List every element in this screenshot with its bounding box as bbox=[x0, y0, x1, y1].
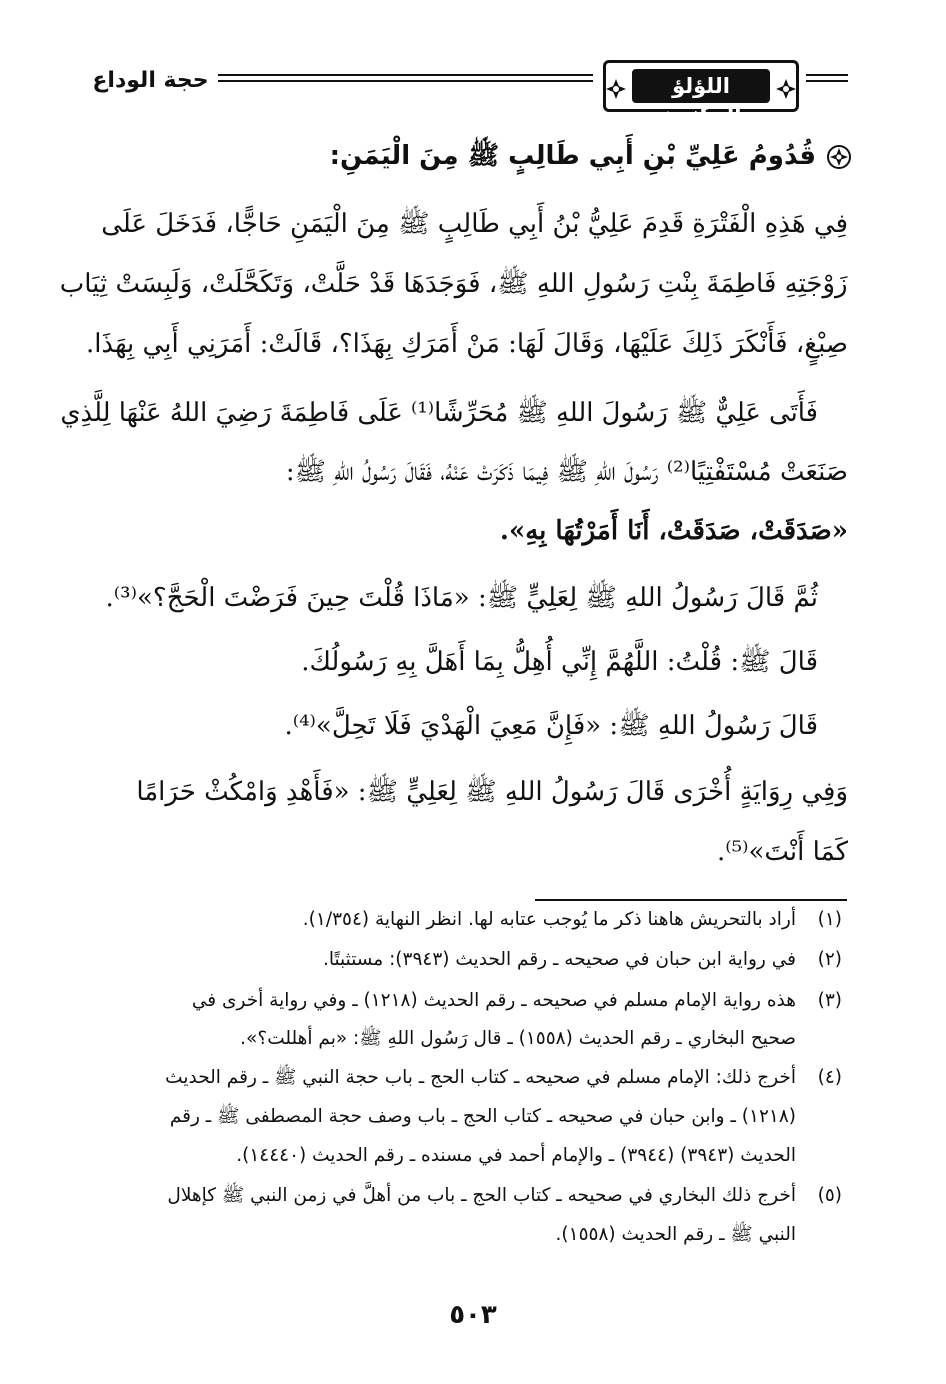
ornament-left-icon bbox=[604, 77, 628, 101]
footnote-number: (٣) bbox=[817, 990, 842, 1011]
footnote-text: (١٢١٨) ـ وابن حبان في صحيحه ـ كتاب الحج ـ باب وصف حجة المصطفى ﷺ ـ رقم bbox=[169, 1106, 796, 1127]
header-rule-right bbox=[806, 74, 848, 82]
paragraph-line: صِبْغٍ، فَأَنْكَرَ ذَلِكَ عَلَيْهَا، وَقَالَ لَهَا: مَنْ أَمَرَكِ بِهَذَا؟، قَالَتْ: أَمَرَنِي أَبِي بِهَذَا. bbox=[85, 329, 848, 359]
footnote-text: النبي ﷺ ـ رقم الحديث (١٥٥٨). bbox=[555, 1224, 796, 1245]
paragraph-line: «صَدَقَتْ، صَدَقَتْ، أَنَا أَمَرْتُهَا بِهِ». bbox=[499, 516, 848, 546]
paragraph-line: صَنَعَتْ مُسْتَفْتِيًا⁽²⁾ رَسُولَ اللهِ ﷺ فِيمَا ذَكَرَتْ عَنْهُ، فَقَالَ رَسُولُ اللهِ ﷺ: bbox=[285, 457, 848, 487]
footnote-text: أخرج ذلك البخاري في صحيحه ـ كتاب الحج ـ باب من أهلَّ في زمن النبي ﷺ كإهلال bbox=[167, 1185, 796, 1206]
footnote-separator bbox=[535, 899, 847, 901]
paragraph-line: فِي هَذِهِ الْفَتْرَةِ قَدِمَ عَلِيُّ بْنُ أَبِي طَالِبٍ ﷺ مِنَ الْيَمَنِ حَاجًّا، فَدَخَلَ عَلَى bbox=[101, 209, 848, 239]
book-title-cartouche bbox=[603, 60, 799, 126]
paragraph-line: كَمَا أَنْتَ»⁽⁵⁾. bbox=[717, 837, 848, 867]
paragraph-line: قَالَ ﷺ: قُلْتُ: اللَّهُمَّ إِنِّي أُهِلُّ بِمَا أَهَلَّ بِهِ رَسُولُكَ. bbox=[301, 647, 818, 677]
section-heading-text: قُدُومُ عَلِيِّ بْنِ أَبِي طَالِبٍ ﷺ مِنَ الْيَمَنِ: bbox=[329, 141, 816, 171]
book-title: اللؤلؤ المكنون bbox=[660, 74, 742, 126]
footnote-text: هذه رواية الإمام مسلم في صحيحه ـ رقم الحديث (١٢١٨) ـ وفي رواية أخرى في bbox=[191, 990, 796, 1011]
flower-bullet-icon bbox=[826, 144, 852, 170]
paragraph-line: قَالَ رَسُولُ اللهِ ﷺ: «فَإِنَّ مَعِيَ الْهَدْيَ فَلَا تَحِلَّ»⁽⁴⁾. bbox=[284, 711, 818, 741]
footnote-text: أخرج ذلك: الإمام مسلم في صحيحه ـ كتاب الحج ـ باب حجة النبي ﷺ ـ رقم الحديث bbox=[165, 1067, 796, 1088]
footnote-number: (٥) bbox=[817, 1185, 842, 1206]
paragraph-line: فَأَتَى عَلِيٌّ ﷺ رَسُولَ اللهِ ﷺ مُحَرِّشًا⁽¹⁾ عَلَى فَاطِمَةَ رَضِيَ اللهُ عَنْهَا لِلَّذِي bbox=[60, 398, 818, 428]
footnote-text: أراد بالتحريش هاهنا ذكر ما يُوجب عتابه لها. انظر النهاية (١/٣٥٤). bbox=[302, 909, 796, 930]
page-number: ٥٠٣ bbox=[449, 1300, 497, 1330]
paragraph-line: ثُمَّ قَالَ رَسُولُ اللهِ ﷺ لِعَلِيٍّ ﷺ: «مَاذَا قُلْتَ حِينَ فَرَضْتَ الْحَجَّ؟»⁽³⁾. bbox=[105, 583, 818, 613]
footnote-text: صحيح البخاري ـ رقم الحديث (١٥٥٨) ـ قال رَسُول اللهِ ﷺ: «بم أهللت؟». bbox=[240, 1028, 796, 1049]
footnote-text: في رواية ابن حبان في صحيحه ـ رقم الحديث (٣٩٤٣): مستثبتًا. bbox=[322, 949, 796, 970]
ornament-right-icon bbox=[774, 77, 798, 101]
header-rule-left bbox=[218, 74, 593, 82]
footnote-number: (٢) bbox=[817, 949, 842, 970]
footnote-number: (٤) bbox=[817, 1067, 842, 1088]
footnote-number: (١) bbox=[817, 909, 842, 930]
paragraph-line: وَفِي رِوَايَةٍ أُخْرَى قَالَ رَسُولُ اللهِ ﷺ لِعَلِيٍّ ﷺ: «فَأَهْدِ وَامْكُثْ حَرَامًا bbox=[136, 777, 848, 807]
paragraph-line: زَوْجَتِهِ فَاطِمَةَ بِنْتِ رَسُولِ اللهِ ﷺ، فَوَجَدَهَا قَدْ حَلَّتْ، وَتَكَحَّلَتْ، وَلَبِسَتْ ثِيَاب bbox=[60, 269, 848, 299]
footnote-text: الحديث (٣٩٤٣) (٣٩٤٤) ـ والإمام أحمد في مسنده ـ رقم الحديث (١٤٤٤٠). bbox=[236, 1145, 796, 1166]
running-header bbox=[88, 60, 848, 126]
section-heading bbox=[329, 138, 852, 178]
chapter-title: حجة الوداع bbox=[92, 68, 209, 93]
